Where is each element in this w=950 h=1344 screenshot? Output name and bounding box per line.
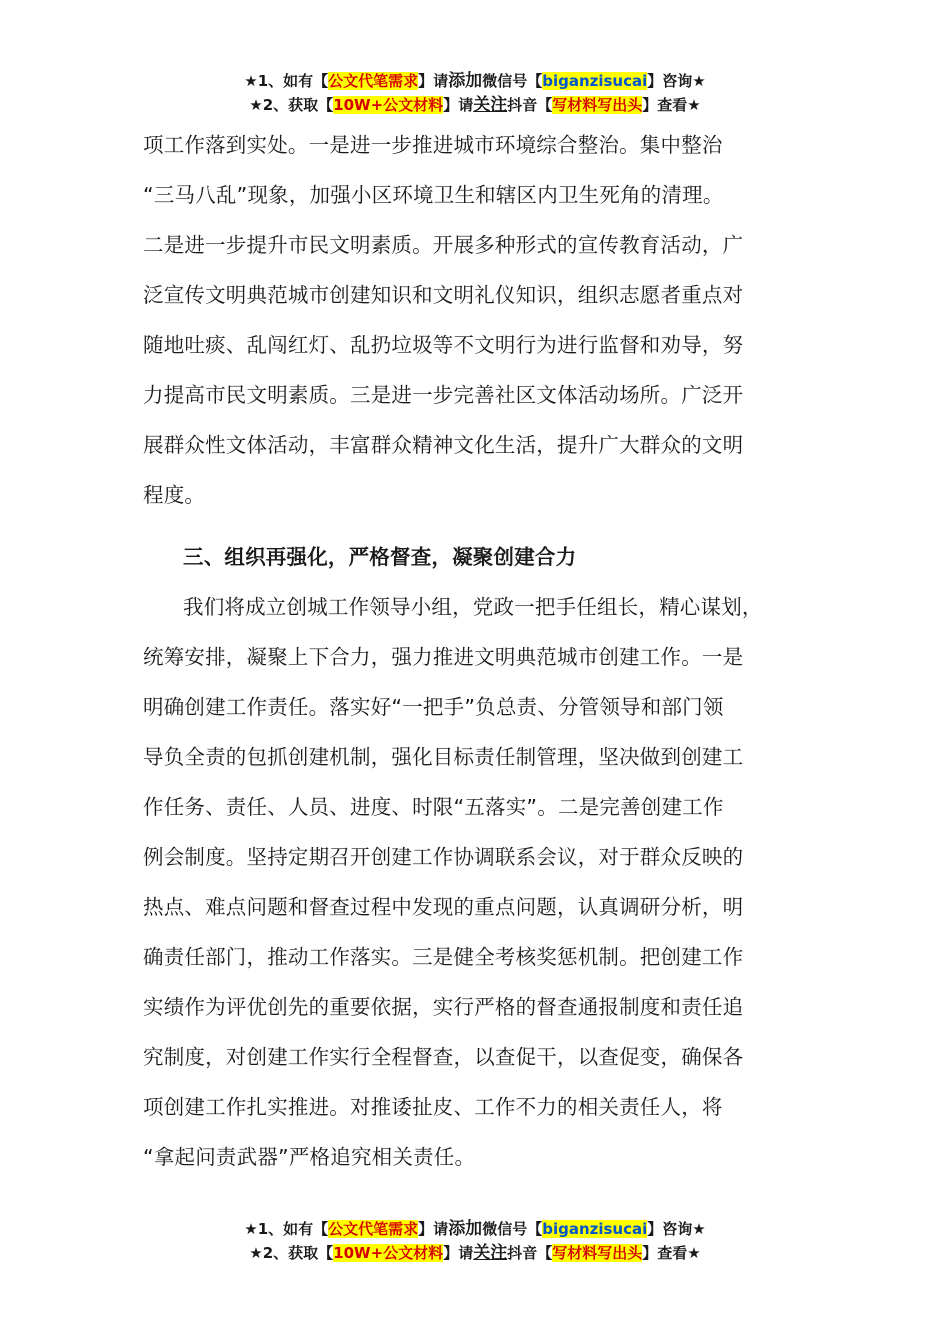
- body-line: “拿起问责武器”严格追究相关责任。: [143, 1145, 476, 1169]
- banner-wechat-id: biganzisucai: [542, 1220, 648, 1238]
- banner-text: ★1、如有【: [244, 1220, 329, 1238]
- banner-highlight: 10W+公文材料: [333, 96, 444, 114]
- body-line: 随地吐痰、乱闯红灯、乱扔垃圾等不文明行为进行监督和劝导，努: [143, 333, 744, 357]
- banner-wechat-id: biganzisucai: [542, 72, 648, 90]
- body-line: 实绩作为评优创先的重要依据，实行严格的督查通报制度和责任追: [143, 995, 744, 1019]
- banner-text: 】咨询★: [647, 72, 706, 90]
- body-line: 项创建工作扎实推进。对推诿扯皮、工作不力的相关责任人，将: [143, 1095, 723, 1119]
- body-line: 展群众性文体活动，丰富群众精神文化生活，提升广大群众的文明: [143, 433, 744, 457]
- banner-highlight: 公文代笔需求: [328, 72, 419, 90]
- banner-text: 抖音【: [507, 96, 553, 114]
- header-banner: [0, 69, 950, 117]
- banner-text: 】查看★: [642, 1244, 701, 1262]
- banner-highlight: 公文代笔需求: [328, 1220, 419, 1238]
- banner-line-2: [0, 1241, 950, 1265]
- body-line: 例会制度。坚持定期召开创建工作协调联系会议，对于群众反映的: [143, 845, 744, 869]
- body-line: 泛宣传文明典范城市创建知识和文明礼仪知识，组织志愿者重点对: [143, 283, 744, 307]
- body-line: 我们将成立创城工作领导小组，党政一把手任组长，精心谋划，: [183, 595, 763, 619]
- banner-text: 抖音【: [507, 1244, 553, 1262]
- banner-emphasis: 关注: [473, 95, 508, 115]
- banner-emphasis: 添加: [448, 71, 483, 91]
- document-body: [143, 120, 811, 1182]
- body-line: 明确创建工作责任。落实好“一把手”负总责、分管领导和部门领: [143, 695, 724, 719]
- banner-highlight: 10W+公文材料: [333, 1244, 444, 1262]
- banner-text: 】请: [418, 1220, 449, 1238]
- banner-text: ★1、如有【: [244, 72, 329, 90]
- body-line: “三马八乱”现象，加强小区环境卫生和辖区内卫生死角的清理。: [143, 183, 724, 207]
- banner-line-1: [0, 1217, 950, 1241]
- banner-text: ★2、获取【: [249, 1244, 334, 1262]
- banner-text: 】请: [443, 96, 474, 114]
- banner-text: 微信号【: [482, 72, 543, 90]
- banner-emphasis: 关注: [473, 1243, 508, 1263]
- body-line: 统筹安排，凝聚上下合力，强力推进文明典范城市创建工作。一是: [143, 645, 744, 669]
- banner-text: ★2、获取【: [249, 96, 334, 114]
- banner-line-1: [0, 69, 950, 93]
- banner-text: 】请: [443, 1244, 474, 1262]
- banner-text: 】查看★: [642, 96, 701, 114]
- banner-line-2: [0, 93, 950, 117]
- banner-highlight: 写材料写出头: [552, 96, 643, 114]
- body-line: 确责任部门，推动工作落实。三是健全考核奖惩机制。把创建工作: [143, 945, 744, 969]
- body-line: 作任务、责任、人员、进度、时限“五落实”。二是完善创建工作: [143, 795, 724, 819]
- banner-text: 】咨询★: [647, 1220, 706, 1238]
- banner-text: 微信号【: [482, 1220, 543, 1238]
- body-line: 力提高市民文明素质。三是进一步完善社区文体活动场所。广泛开: [143, 383, 744, 407]
- body-line: 程度。: [143, 483, 206, 507]
- body-line: 二是进一步提升市民文明素质。开展多种形式的宣传教育活动，广: [143, 233, 744, 257]
- banner-emphasis: 添加: [448, 1219, 483, 1239]
- section-heading: 三、组织再强化，严格督查，凝聚创建合力: [183, 545, 577, 569]
- body-line: 究制度，对创建工作实行全程督查，以查促干，以查促变，确保各: [143, 1045, 744, 1069]
- body-line: 热点、难点问题和督查过程中发现的重点问题，认真调研分析，明: [143, 895, 744, 919]
- banner-text: 】请: [418, 72, 449, 90]
- footer-banner: [0, 1217, 950, 1265]
- body-line: 导负全责的包抓创建机制，强化目标责任制管理，坚决做到创建工: [143, 745, 744, 769]
- banner-highlight: 写材料写出头: [552, 1244, 643, 1262]
- body-line: 项工作落到实处。一是进一步推进城市环境综合整治。集中整治: [143, 133, 723, 157]
